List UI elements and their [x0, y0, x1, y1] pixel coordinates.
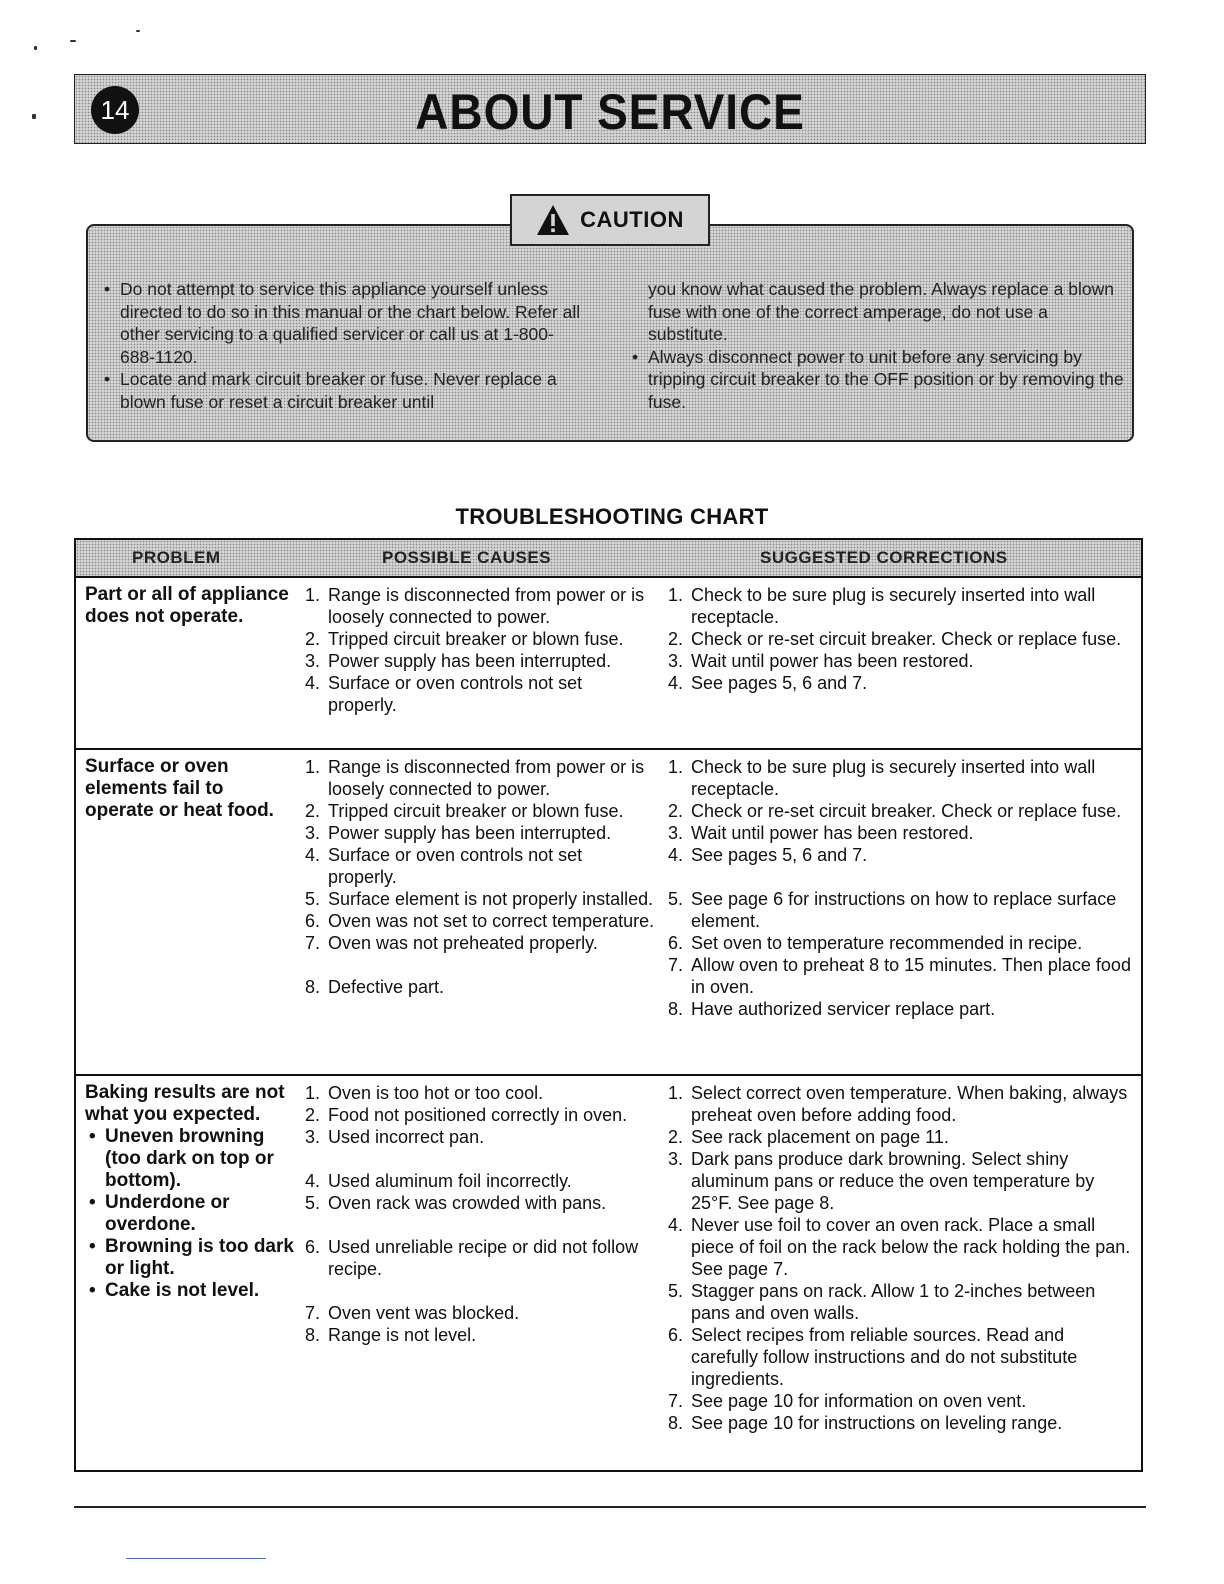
cause-item: [305, 1126, 655, 1148]
item-text: Tripped circuit breaker or blown fuse.: [328, 801, 624, 821]
item-number: 8.: [305, 977, 321, 997]
item-number: 2.: [668, 801, 684, 821]
problem-symptom: • Cake is not level.: [85, 1280, 295, 1302]
item-number: 5.: [668, 889, 684, 909]
item-text: Oven was not set to correct temperature.: [328, 911, 655, 931]
item-number: 5.: [668, 1281, 684, 1301]
item-text: Defective part.: [328, 977, 445, 997]
caution-heading: CAUTION: [580, 207, 684, 232]
header-suggested-corrections: SUGGESTED CORRECTIONS: [760, 548, 1008, 567]
item-text: Oven rack was crowded with pans.: [328, 1193, 607, 1213]
item-number: 7.: [668, 955, 684, 975]
correction-item: [668, 1214, 1133, 1280]
cause-item: [305, 1170, 655, 1192]
corrections-list: [668, 1082, 1133, 1434]
problem-symptom: • Underdone or overdone.: [85, 1192, 295, 1236]
item-number: 2.: [305, 801, 321, 821]
item-number: 6.: [305, 911, 321, 931]
corrections-list: [668, 584, 1133, 694]
caution-label: [510, 194, 710, 246]
item-text: Used incorrect pan.: [328, 1127, 485, 1147]
correction-item: [668, 1126, 1133, 1148]
cause-item: [305, 628, 655, 650]
cause-item: [305, 1324, 655, 1346]
cause-item: [305, 1082, 655, 1104]
item-number: 5.: [305, 889, 321, 909]
problem-symptom: • Uneven browning (too dark on top or bottom).: [85, 1126, 295, 1192]
causes-list: [305, 584, 655, 716]
correction-item: [668, 954, 1133, 998]
correction-item: [668, 1324, 1133, 1390]
item-text: Oven was not preheated properly.: [328, 933, 598, 953]
item-text: Oven vent was blocked.: [328, 1303, 520, 1323]
correction-item: [668, 888, 1133, 932]
cause-item: [305, 650, 655, 672]
item-text: Stagger pans on rack. Allow 1 to 2-inches between pans and oven walls.: [691, 1281, 1096, 1323]
section-header-bar: [74, 74, 1146, 144]
correction-item: [668, 1390, 1133, 1412]
item-text: Tripped circuit breaker or blown fuse.: [328, 629, 624, 649]
correction-item: [668, 1280, 1133, 1324]
item-number: 7.: [668, 1391, 684, 1411]
table-row: [76, 576, 1141, 750]
correction-item: [668, 1148, 1133, 1214]
item-text: Never use foil to cover an oven rack. Place a small piece of foil on the rack below the rack holding the pan. See page 7.: [691, 1215, 1131, 1279]
troubleshooting-chart: [74, 538, 1143, 1472]
causes-list: [305, 1082, 655, 1346]
item-number: 1.: [305, 585, 321, 605]
caution-bullet-3: [630, 346, 1130, 414]
item-text: Dark pans produce dark browning. Select shiny aluminum pans or reduce the oven temperature by 25°F. See page 8.: [691, 1149, 1095, 1213]
item-text: Select correct oven temperature. When baking, always preheat oven before adding food.: [691, 1083, 1128, 1125]
scan-speck: [136, 30, 140, 32]
scan-speck: [32, 114, 36, 119]
item-number: 4.: [668, 845, 684, 865]
item-text: See pages 5, 6 and 7.: [691, 845, 868, 865]
correction-item: [668, 1082, 1133, 1126]
item-text: Surface or oven controls not set properly.: [328, 673, 583, 715]
caution-bullet-1: [102, 278, 582, 368]
scan-speck: [70, 40, 76, 42]
item-text: Wait until power has been restored.: [691, 823, 974, 843]
item-number: 8.: [305, 1325, 321, 1345]
item-text: Power supply has been interrupted.: [328, 823, 612, 843]
chart-header-row: [76, 540, 1141, 578]
cause-item: [305, 822, 655, 844]
problem-cell: Surface or oven elements fail to operate or heat food.: [85, 756, 274, 821]
item-number: 2.: [305, 1105, 321, 1125]
item-number: 1.: [305, 1083, 321, 1103]
item-number: 8.: [668, 1413, 684, 1433]
cause-item: [305, 1236, 655, 1280]
correction-item: [668, 628, 1133, 650]
cause-item: [305, 888, 655, 910]
item-text: Allow oven to preheat 8 to 15 minutes. Then place food in oven.: [691, 955, 1131, 997]
header-problem: PROBLEM: [132, 548, 221, 567]
cause-item: [305, 1104, 655, 1126]
item-number: 3.: [305, 1127, 321, 1147]
problem-cell: Part or all of appliance does not operate.: [85, 584, 289, 627]
cause-item: [305, 756, 655, 800]
footer-rule: [74, 1506, 1146, 1508]
item-text: Surface element is not properly installed.: [328, 889, 654, 909]
scan-speck: [34, 46, 37, 50]
item-text: See pages 5, 6 and 7.: [691, 673, 868, 693]
item-number: 2.: [305, 629, 321, 649]
item-text: Set oven to temperature recommended in recipe.: [691, 933, 1083, 953]
item-number: 3.: [668, 1149, 684, 1169]
problem-symptom: • Browning is too dark or light.: [85, 1236, 295, 1280]
item-text: Range is disconnected from power or is loosely connected to power.: [328, 585, 645, 627]
corrections-list: [668, 756, 1133, 1020]
item-number: 4.: [305, 673, 321, 693]
item-text: Check or re-set circuit breaker. Check or replace fuse.: [691, 801, 1122, 821]
item-text: Range is not level.: [328, 1325, 477, 1345]
chart-title: TROUBLESHOOTING CHART: [455, 504, 769, 529]
correction-item: [668, 650, 1133, 672]
item-text: Oven is too hot or too cool.: [328, 1083, 544, 1103]
correction-item: [668, 584, 1133, 628]
item-number: 3.: [668, 651, 684, 671]
scan-mark: [126, 1558, 266, 1559]
cause-item: [305, 844, 655, 888]
correction-item: [668, 844, 1133, 866]
cause-item: [305, 1192, 655, 1214]
caution-text: Do not attempt to service this appliance yourself unless directed to do so in this manual or the chart below. Refer all other servicing to a qualified servicer or call us at 1-800-688-1120.: [120, 279, 581, 367]
correction-item: [668, 800, 1133, 822]
item-text: Power supply has been interrupted.: [328, 651, 612, 671]
item-text: Check to be sure plug is securely inserted into wall receptacle.: [691, 757, 1096, 799]
item-number: 1.: [305, 757, 321, 777]
correction-item: [668, 756, 1133, 800]
item-number: 4.: [668, 1215, 684, 1235]
item-text: See page 10 for instructions on leveling range.: [691, 1413, 1063, 1433]
item-number: 7.: [305, 933, 321, 953]
item-text: See page 10 for information on oven vent.: [691, 1391, 1027, 1411]
header-possible-causes: POSSIBLE CAUSES: [382, 548, 552, 567]
table-row: [76, 748, 1141, 1076]
cause-item: [305, 932, 655, 954]
cause-item: [305, 976, 655, 998]
item-text: See page 6 for instructions on how to replace surface element.: [691, 889, 1117, 931]
item-text: See rack placement on page 11.: [691, 1127, 949, 1147]
item-number: 1.: [668, 757, 684, 777]
correction-item: [668, 822, 1133, 844]
item-text: Used aluminum foil incorrectly.: [328, 1171, 572, 1191]
item-text: Food not positioned correctly in oven.: [328, 1105, 628, 1125]
item-text: Wait until power has been restored.: [691, 651, 974, 671]
item-number: 1.: [668, 1083, 684, 1103]
correction-item: [668, 932, 1133, 954]
page-number-badge: 14: [91, 86, 139, 134]
correction-item: [668, 998, 1133, 1020]
item-number: 4.: [305, 1171, 321, 1191]
item-number: 8.: [668, 999, 684, 1019]
cause-item: [305, 672, 655, 716]
cause-item: [305, 800, 655, 822]
page-title: ABOUT SERVICE: [415, 84, 805, 140]
correction-item: [668, 1412, 1133, 1434]
item-number: 2.: [668, 629, 684, 649]
item-text: Have authorized servicer replace part.: [691, 999, 996, 1019]
item-text: Used unreliable recipe or did not follow recipe.: [328, 1237, 639, 1279]
caution-text: Locate and mark circuit breaker or fuse. Never replace a blown fuse or reset a circuit breaker until: [120, 369, 557, 412]
item-text: Select recipes from reliable sources. Read and carefully follow instructions and do not substitute ingredients.: [691, 1325, 1078, 1389]
caution-continuation: you know what caused the problem. Always replace a blown fuse with one of the correct amperage, do not use a substitute.: [648, 279, 1114, 344]
item-number: 6.: [668, 1325, 684, 1345]
item-number: 6.: [668, 933, 684, 953]
cause-item: [305, 1302, 655, 1324]
item-number: 5.: [305, 1193, 321, 1213]
problem-text: Baking results are not what you expected.: [85, 1082, 285, 1125]
item-text: Check or re-set circuit breaker. Check or replace fuse.: [691, 629, 1122, 649]
item-text: Check to be sure plug is securely inserted into wall receptacle.: [691, 585, 1096, 627]
causes-list: [305, 756, 655, 998]
item-text: Surface or oven controls not set properly.: [328, 845, 583, 887]
problem-cell: [85, 1082, 295, 1302]
caution-left-column: [102, 278, 582, 413]
item-number: 3.: [305, 651, 321, 671]
item-number: 3.: [668, 823, 684, 843]
cause-item: [305, 584, 655, 628]
item-number: 6.: [305, 1237, 321, 1257]
item-number: 2.: [668, 1127, 684, 1147]
item-text: Range is disconnected from power or is loosely connected to power.: [328, 757, 645, 799]
item-number: 7.: [305, 1303, 321, 1323]
caution-box: [86, 224, 1134, 442]
item-number: 4.: [305, 845, 321, 865]
caution-text: Always disconnect power to unit before any servicing by tripping circuit breaker to the OFF position or by removing the fuse.: [648, 346, 1124, 412]
caution-right-column: [630, 278, 1130, 413]
cause-item: [305, 910, 655, 932]
caution-bullet-2: [102, 368, 582, 413]
warning-triangle-icon: [536, 203, 570, 237]
item-number: 1.: [668, 585, 684, 605]
correction-item: [668, 672, 1133, 694]
table-row: [76, 1074, 1141, 1472]
item-number: 3.: [305, 823, 321, 843]
item-number: 4.: [668, 673, 684, 693]
